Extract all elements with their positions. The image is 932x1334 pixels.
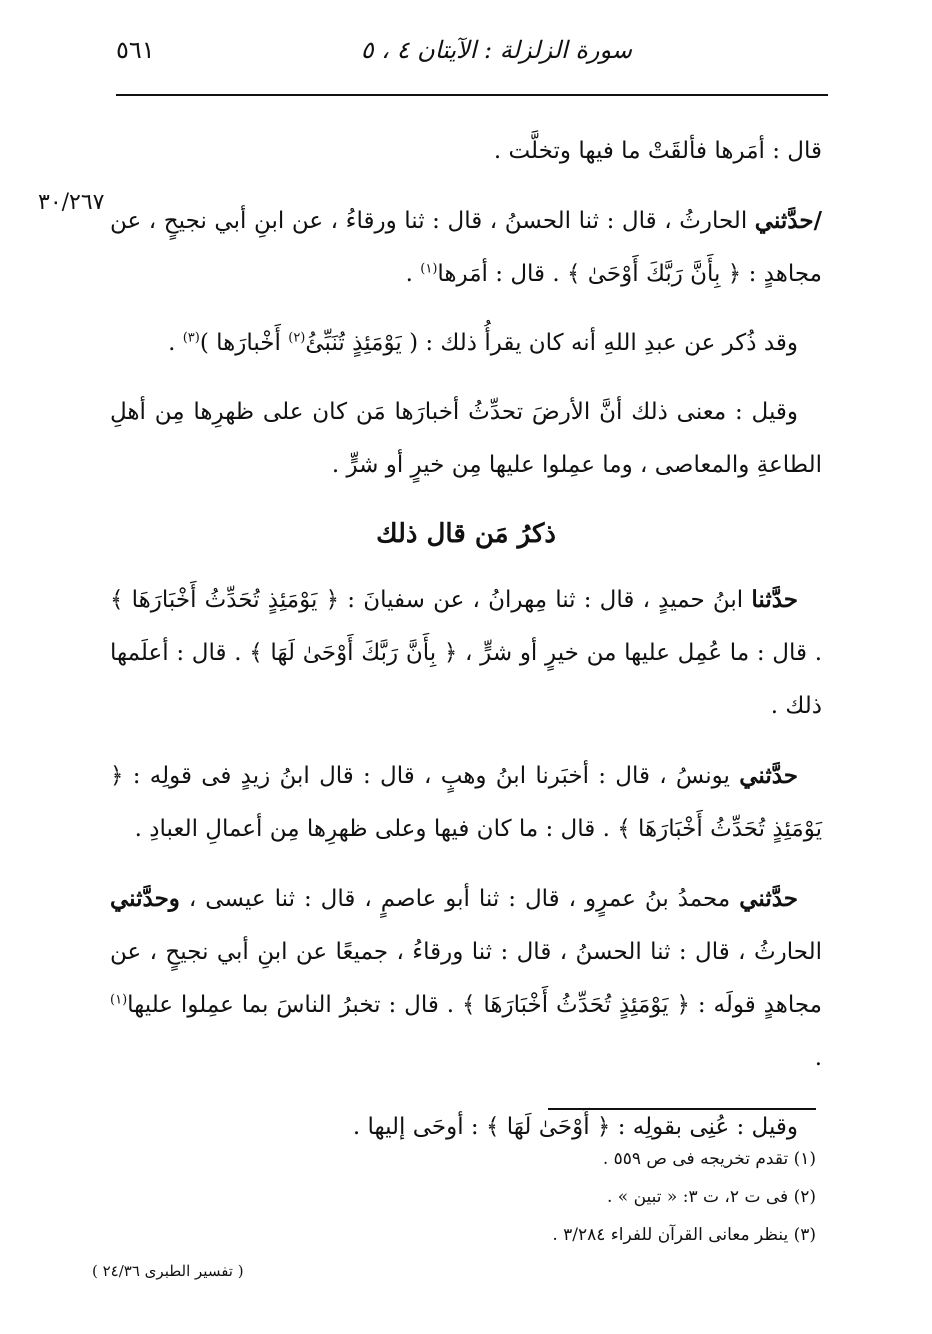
- page-number: ٥٦١: [116, 36, 155, 64]
- text-run: . قال : أعلَمها ذلك .: [110, 640, 822, 719]
- text-run: . قال : ما عُمِل عليها من خيرٍ أو شرٍّ ،: [465, 640, 823, 666]
- text-run: .: [168, 330, 176, 356]
- narration-lead: /حدَّثني: [754, 207, 822, 234]
- footnote-2: (٢) فى ت ٢، ت ٣: « تبين » .: [606, 1187, 816, 1207]
- footnote-marker: (٣): [182, 330, 200, 346]
- footnote-marker: (١): [110, 992, 128, 1008]
- text-run: الحارثُ ، قال : ثنا الحسنُ ، قال : ثنا ورقاءُ ، جميعًا عن ابنِ أبي نجيحٍ ، عن مجاهدٍ قولَه :: [110, 939, 822, 1018]
- footnote-rule: [548, 1108, 816, 1110]
- text-run: . قال : ما كان فيها وعلى ظهرِها مِن أعمالِ العبادِ .: [134, 816, 610, 842]
- paragraph-4: وقيل : معنى ذلك أنَّ الأرضَ تحدِّثُ أخبارَها مَن كان على ظهرِها مِن أهلِ الطاعةِ والمعاصى ، وما عمِلوا عليها مِن خيرٍ أو شرٍّ .: [110, 399, 822, 478]
- text-run: وقيل : عُنِى بقولِه :: [617, 1114, 798, 1140]
- narration-lead: حدَّثني: [739, 885, 799, 912]
- footnote-3: (٣) ينظر معانى القرآن للفراء ٣/٢٨٤ .: [552, 1225, 816, 1245]
- text-run: ابنُ حميدٍ ، قال : ثنا مِهرانُ ، عن سفيانَ :: [347, 587, 744, 613]
- text-run: يونسُ ، قال : أخبَرنا ابنُ وهبٍ ، قال : قال ابنُ زيدٍ فى قولِه :: [132, 763, 730, 789]
- text-run: .: [405, 261, 413, 287]
- text-run: وقد ذُكر عن عبدِ اللهِ أنه كان يقرأُ ذلك : ( يَوْمَئِذٍ تُنَبِّئُ: [305, 330, 798, 356]
- main-text: [110, 125, 822, 1170]
- text-run: : أوحَى إليها .: [352, 1114, 479, 1140]
- running-title: سورة الزلزلة : الآيتان ٤ ، ٥: [360, 36, 632, 64]
- paragraph-7: [110, 872, 822, 1085]
- footnote-marker: (٢): [288, 330, 306, 346]
- quran-quote: ﴿ بِأَنَّ رَبَّكَ أَوْحَىٰ ﴾: [566, 261, 742, 287]
- quran-quote: ﴿ يَوْمَئِذٍ تُحَدِّثُ أَخْبَارَهَا ﴾: [110, 587, 340, 613]
- text-run: الحارثُ ، قال : ثنا الحسنُ ، قال : ثنا ورقاءُ ، عن ابنِ أبي نجيحٍ ، عن مجاهدٍ :: [110, 208, 822, 287]
- footnote-1: (١) تقدم تخريجه فى ص ٥٥٩ .: [602, 1149, 816, 1169]
- text-run: . قال : تخبرُ الناسَ بما عمِلوا عليها: [127, 992, 455, 1018]
- quran-quote: ﴿ أَوْحَىٰ لَهَا ﴾: [486, 1114, 611, 1140]
- paragraph-2: [110, 194, 822, 301]
- narration-lead: وحدَّثني: [110, 885, 180, 912]
- quran-quote: ﴿ يَوْمَئِذٍ تُحَدِّثُ أَخْبَارَهَا ﴾: [461, 992, 690, 1018]
- text-run: . قال : أمَرها: [437, 261, 560, 287]
- text-run: .: [814, 1045, 822, 1071]
- quran-quote: ﴿ بِأَنَّ رَبَّكَ أَوْحَىٰ لَهَا ﴾: [249, 640, 458, 666]
- text-run: أَخْبارَها ): [199, 330, 281, 356]
- paragraph-3: [110, 317, 822, 370]
- header-rule: [116, 94, 828, 96]
- paragraph-5: [110, 573, 822, 733]
- narration-lead: حدَّثنا: [751, 586, 799, 613]
- margin-reference: ٣٠/٢٦٧: [38, 190, 105, 215]
- paragraph-1: قال : أمَرها فألقَتْ ما فيها وتخلَّت .: [493, 138, 822, 164]
- footnotes: [256, 1140, 816, 1254]
- footnote-marker: (١): [420, 261, 438, 277]
- section-heading: ذكرُ مَن قال ذلك: [376, 519, 556, 549]
- volume-footer: ( تفسير الطبرى ٢٤/٣٦ ): [92, 1262, 244, 1280]
- quran-quote: ﴿ يَوْمَئِذٍ تُحَدِّثُ أَخْبَارَهَا ﴾: [110, 763, 822, 842]
- text-run: محمدُ بنُ عمرٍو ، قال : ثنا أبو عاصمٍ ، قال : ثنا عيسى ،: [188, 886, 731, 912]
- narration-lead: حدَّثني: [739, 762, 799, 789]
- paragraph-6: [110, 749, 822, 856]
